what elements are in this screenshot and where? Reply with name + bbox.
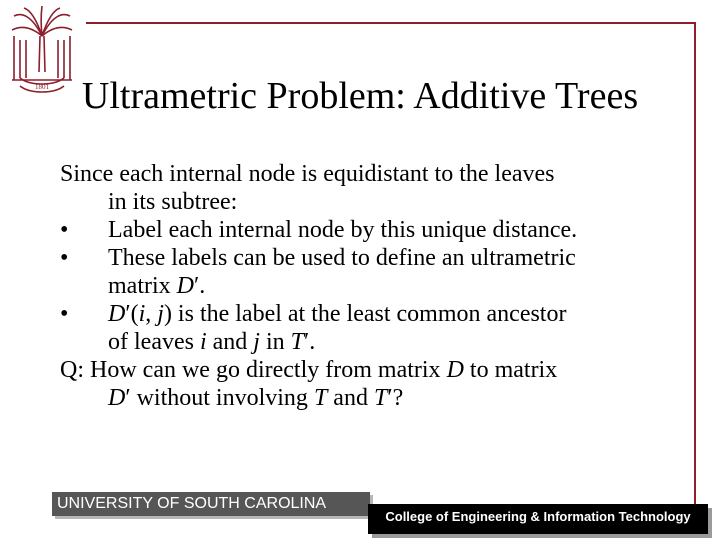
- bullet-item-1: [60, 216, 680, 244]
- bullet-2-line-2: matrix D′.: [108, 273, 206, 299]
- bullet-dot: •: [60, 301, 69, 327]
- question-line-2: D′ without involving T and T′?: [108, 385, 404, 411]
- bullet-1-text: Label each internal node by this unique distance.: [108, 217, 578, 243]
- intro-line-1: Since each internal node is equidistant to the leaves: [60, 161, 555, 187]
- frame-top-rule: [86, 22, 696, 24]
- intro-line-2: in its subtree:: [108, 189, 238, 215]
- bullet-3-line-1: D′(i, j) is the label at the least common ancestor: [108, 301, 567, 327]
- logo-year-text: 1801: [35, 83, 49, 91]
- bullet-2-line-1: These labels can be used to define an ultrametric: [108, 245, 576, 271]
- slide-body: [60, 160, 680, 412]
- bullet-dot: •: [60, 245, 69, 271]
- footer-university-bar: [52, 492, 370, 516]
- bullet-item-3: [60, 300, 680, 328]
- bullet-dot: •: [60, 217, 69, 243]
- question-line-1: Q: How can we go directly from matrix D to matrix: [60, 357, 558, 383]
- footer-college-label: College of Engineering & Information Technology: [385, 509, 691, 524]
- footer-university-label: UNIVERSITY OF SOUTH CAROLINA: [57, 495, 327, 512]
- footer-college-bar: [368, 504, 708, 534]
- bullet-3-line-2: of leaves i and j in T′.: [108, 329, 316, 355]
- slide-title: Ultrametric Problem: Additive Trees: [81, 75, 639, 117]
- bullet-item-2: [60, 244, 680, 272]
